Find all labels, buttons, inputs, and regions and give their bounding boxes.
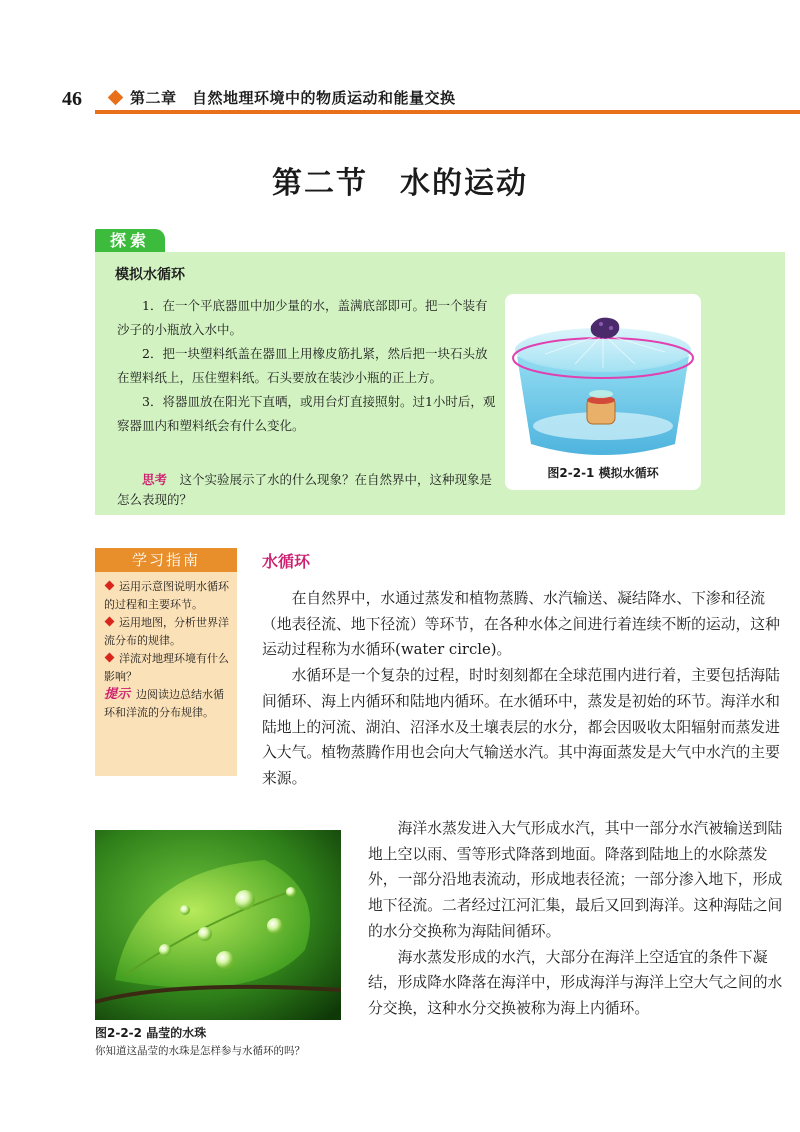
guide-title: 学习指南 bbox=[95, 548, 237, 572]
think-question bbox=[117, 470, 497, 510]
explore-tag: 探索 bbox=[95, 229, 165, 253]
main-text-lower bbox=[368, 816, 788, 1022]
study-guide-box bbox=[95, 572, 237, 776]
guide-item: 洋流对地理环境有什么影响？ bbox=[104, 652, 229, 683]
chapter-title: 第二章 自然地理环境中的物质运动和能量交换 bbox=[130, 89, 456, 107]
paragraph-4: 海水蒸发形成的水汽，大部分在海洋上空适宜的条件下凝结，形成降水降落在海洋中，形成海洋与海洋上空大气之间的水分交换，这种水分交换被称为海上内循环。 bbox=[368, 948, 783, 1017]
paragraph-1: 在自然界中，水通过蒸发和植物蒸腾、水汽输送、凝结降水、下渗和径流（地表径流、地下径流）等环节，在各种水体之间进行着连续不断的运动，这种运动过程称为水循环(water circle)。 bbox=[262, 590, 780, 659]
guide-hint bbox=[104, 686, 230, 722]
figure-caption-2: 图2-2-2 晶莹的水珠 bbox=[95, 1026, 207, 1040]
page-number: 46 bbox=[62, 88, 82, 110]
explore-step-3: 3．将器皿放在阳光下直晒，或用台灯直接照射。过1小时后，观察器皿内和塑料纸会有什么变化。 bbox=[117, 394, 496, 433]
hint-label: 提示 bbox=[104, 687, 131, 702]
explore-title: 模拟水循环 bbox=[115, 267, 185, 283]
red-diamond-icon bbox=[105, 581, 115, 591]
explore-step-1: 1．在一个平底器皿中加少量的水，盖满底部即可。把一个装有沙子的小瓶放入水中。 bbox=[117, 298, 488, 337]
leaf-image bbox=[95, 830, 341, 1020]
leaf-water-drops-photo bbox=[95, 830, 341, 1020]
paragraph-3: 海洋水蒸发进入大气形成水汽，其中一部分水汽被输送到陆地上空以雨、雪等形式降落到地面。降落到陆地上的水除蒸发外，一部分沿地表流动，形成地表径流；一部分渗入地下，形成地下径流。二者经过江河汇集，最后又回到海洋。这种海陆之间的水分交换称为海陆间循环。 bbox=[368, 820, 783, 940]
page-header bbox=[0, 82, 800, 122]
diamond-bullet-icon bbox=[108, 90, 124, 106]
think-text: 这个实验展示了水的什么现象？在自然界中，这种现象是怎么表现的？ bbox=[117, 472, 493, 507]
hint-text: 边阅读边总结水循环和洋流的分布规律。 bbox=[104, 688, 225, 719]
subheading-water-cycle: 水循环 bbox=[262, 552, 311, 571]
figure-subcaption-2: 你知道这晶莹的水珠是怎样参与水循环的吗？ bbox=[95, 1045, 305, 1057]
paragraph-2: 水循环是一个复杂的过程，时时刻刻都在全球范围内进行着，主要包括海陆间循环、海上内循环和陆地内循环。在水循环中，蒸发是初始的环节。海洋水和陆地上的河流、湖泊、沼泽水及土壤表层的水分，都会因吸收太阳辐射而蒸发进入大气。植物蒸腾作用也会向大气输送水汽。其中海面蒸发是大气中水汽的主要来源。 bbox=[262, 667, 780, 787]
figure-caption-1: 图2-2-1 模拟水循环 bbox=[547, 466, 659, 480]
figure-bowl bbox=[505, 294, 701, 490]
water-cycle-bowl-illustration bbox=[505, 294, 701, 490]
red-diamond-icon bbox=[105, 653, 115, 663]
think-label: 思考 bbox=[142, 472, 168, 487]
red-diamond-icon bbox=[105, 617, 115, 627]
explore-box bbox=[95, 252, 785, 515]
header-rule bbox=[95, 110, 800, 114]
section-title: 第二节 水的运动 bbox=[272, 166, 528, 201]
main-text-upper bbox=[262, 586, 787, 792]
explore-steps bbox=[117, 294, 497, 438]
explore-step-2: 2．把一块塑料纸盖在器皿上用橡皮筋扎紧，然后把一块石头放在塑料纸上，压住塑料纸。石头要放在装沙小瓶的正上方。 bbox=[117, 346, 488, 385]
guide-item: 运用示意图说明水循环的过程和主要环节。 bbox=[104, 580, 229, 611]
guide-item: 运用地图，分析世界洋流分布的规律。 bbox=[104, 616, 229, 647]
